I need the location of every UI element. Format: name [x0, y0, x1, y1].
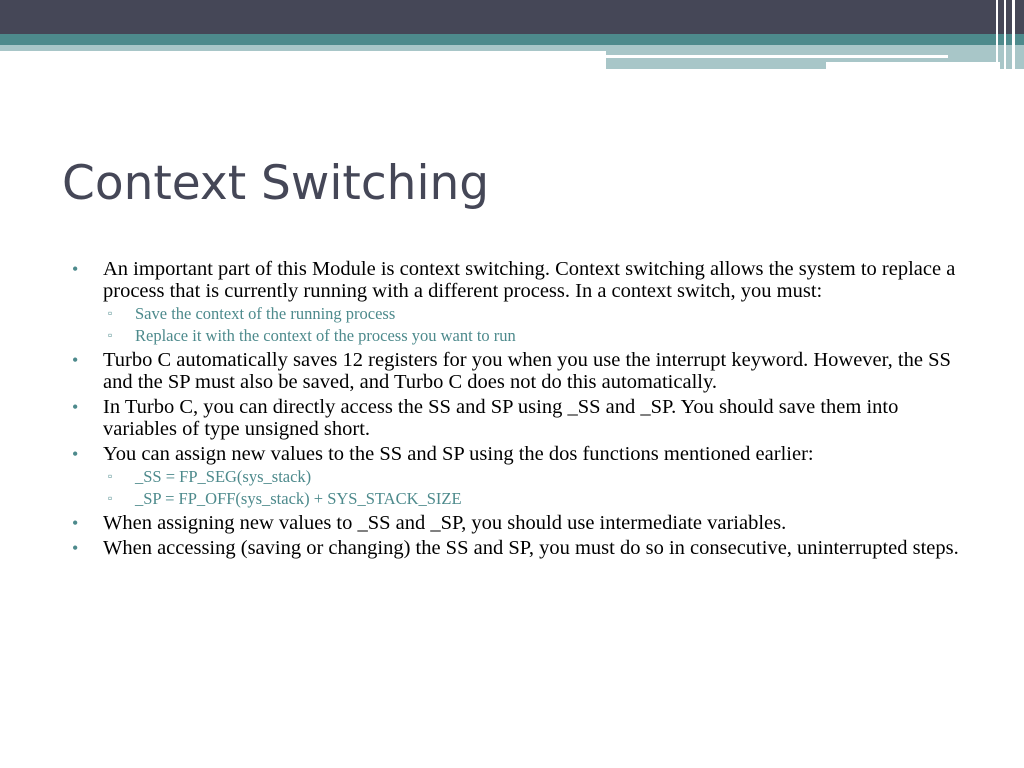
header-divider-line-short [826, 62, 1000, 69]
sub-bullet-square-icon: ▫ [108, 306, 113, 320]
bullet-text: You can assign new values to the SS and SP using the dos functions mentioned earlier: [103, 443, 814, 465]
header-vertical-rule [1004, 0, 1006, 69]
sub-bullet-text: _SS = FP_SEG(sys_stack) [135, 467, 312, 486]
sub-bullet-item [72, 488, 972, 509]
bullet-item [72, 537, 972, 559]
header-vertical-rule [996, 0, 998, 69]
sub-bullet-text: _SP = FP_OFF(sys_stack) + SYS_STACK_SIZE [135, 489, 462, 508]
header-band [0, 0, 1024, 34]
bullet-text: In Turbo C, you can directly access the SS and SP using _SS and _SP. You should save them into variables of type unsigned short. [103, 396, 899, 440]
bullet-dot-icon: • [72, 538, 79, 558]
sub-bullet-text: Save the context of the running process [135, 304, 396, 323]
bullet-text: An important part of this Module is context switching. Context switching allows the system to replace a process that is currently running with a different process. In a context switch, you must: [103, 258, 956, 302]
bullet-dot-icon: • [72, 444, 79, 464]
bullet-dot-icon: • [72, 350, 79, 370]
bullet-text: When assigning new values to _SS and _SP, you should use intermediate variables. [103, 512, 787, 534]
slide-title: Context Switching [62, 156, 490, 211]
bullet-item [72, 396, 972, 440]
sub-bullet-item [72, 303, 972, 324]
bullet-list [72, 255, 972, 559]
sub-bullet-item [72, 325, 972, 346]
bullet-text: When accessing (saving or changing) the SS and SP, you must do so in consecutive, uninterrupted steps. [103, 537, 959, 559]
bullet-item [72, 512, 972, 534]
header-accent-band [0, 34, 1024, 45]
sub-bullet-square-icon: ▫ [108, 491, 113, 505]
sub-bullet-text: Replace it with the context of the process you want to run [135, 326, 516, 345]
bullet-item [72, 258, 972, 302]
bullet-dot-icon: • [72, 259, 79, 279]
bullet-dot-icon: • [72, 513, 79, 533]
header-vertical-rule [1012, 0, 1015, 69]
bullet-item [72, 443, 972, 465]
sub-bullet-item [72, 466, 972, 487]
header-divider-line [606, 55, 948, 58]
bullet-item [72, 349, 972, 393]
sub-bullet-square-icon: ▫ [108, 469, 113, 483]
header-light-strip [0, 45, 606, 51]
bullet-text: Turbo C automatically saves 12 registers for you when you use the interrupt keyword. However, the SS and the SP must also be saved, and Turbo C does not do this automatically. [103, 349, 951, 393]
sub-bullet-square-icon: ▫ [108, 328, 113, 342]
bullet-dot-icon: • [72, 397, 79, 417]
